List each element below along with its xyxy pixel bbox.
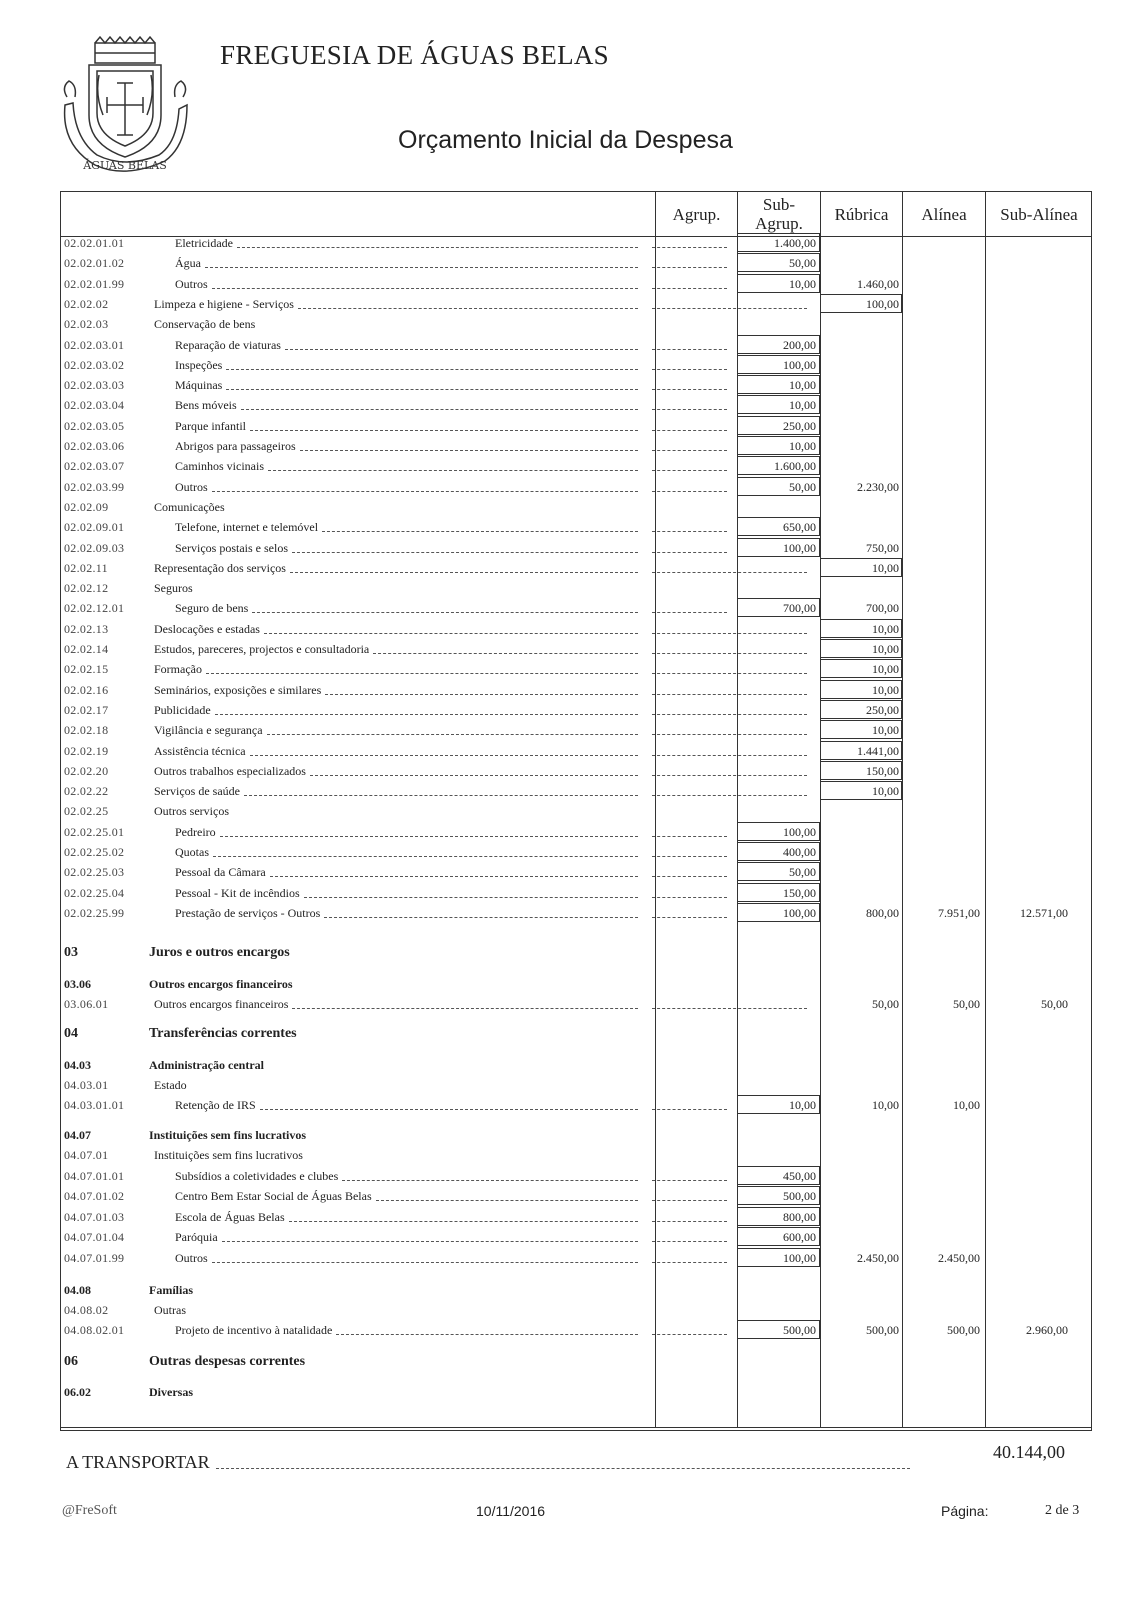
table-row — [60, 375, 1092, 395]
row-code: 04.07.01.02 — [64, 1189, 125, 1203]
table-row — [60, 1227, 1092, 1247]
value-rub: 10,00 — [872, 642, 899, 656]
row-code: 02.02.12 — [64, 581, 109, 596]
table-row — [60, 1166, 1092, 1186]
value-ali: 10,00 — [953, 1098, 980, 1112]
value-rub: 10,00 — [872, 784, 899, 799]
row-description: Pessoal - Kit de incêndios — [175, 885, 300, 900]
row-description: Máquinas — [175, 378, 223, 393]
row-description: Abrigos para passageiros — [175, 439, 296, 453]
row-description: Telefone, internet e telemóvel — [175, 520, 319, 535]
parish-crest-logo — [55, 35, 195, 180]
value-sub: 100,00 — [783, 540, 816, 555]
row-code: 02.02.03.02 — [64, 357, 125, 372]
value-sub: 50,00 — [789, 865, 816, 880]
row-code: 04.07.01.03 — [64, 1209, 125, 1224]
row-description: Paróquia — [175, 1230, 218, 1244]
row-code: 02.02.16 — [64, 682, 109, 697]
row-description: Serviços de saúde — [154, 784, 240, 799]
table-row — [60, 619, 1092, 639]
value-rub: 10,00 — [872, 682, 899, 697]
row-description: Água — [175, 256, 201, 271]
row-description: Deslocações e estadas — [154, 621, 260, 636]
row-code: 02.02.19 — [64, 743, 109, 758]
row-code: 02.02.03.06 — [64, 439, 125, 453]
value-sub: 10,00 — [789, 1098, 816, 1112]
table-row — [60, 883, 1092, 903]
value-rub: 500,00 — [866, 1323, 899, 1337]
value-rub: 10,00 — [872, 621, 899, 636]
row-description: Outros — [175, 479, 208, 494]
row-code: 02.02.25.01 — [64, 824, 125, 839]
row-code: 04.08.02 — [64, 1303, 109, 1317]
footer-page-value: 2 de 3 — [1045, 1503, 1080, 1518]
col-subalinea: Sub-Alínea — [1000, 204, 1078, 224]
row-code: 02.02.09.01 — [64, 520, 125, 535]
table-row — [60, 578, 1092, 598]
row-code: 02.02.12.01 — [64, 601, 125, 616]
value-sub: 800,00 — [783, 1209, 816, 1224]
row-code: 03.06.01 — [64, 997, 109, 1011]
row-description: Vigilância e segurança — [154, 723, 263, 738]
row-description: Escola de Águas Belas — [175, 1209, 285, 1224]
row-description: Inspeções — [175, 357, 223, 372]
table-row — [60, 517, 1092, 537]
body-bottom-line — [60, 1427, 1092, 1428]
row-description: Limpeza e higiene - Serviços — [154, 296, 294, 311]
value-sub: 450,00 — [783, 1168, 816, 1183]
row-code: 02.02.25 — [64, 804, 109, 819]
value-sal: 50,00 — [1041, 997, 1068, 1011]
row-description: Prestação de serviços - Outros — [175, 905, 321, 920]
table-row — [60, 253, 1092, 273]
value-sub: 100,00 — [783, 1250, 816, 1265]
table-row — [60, 355, 1092, 375]
transport-label: A TRANSPORTAR — [66, 1452, 210, 1472]
value-ali: 2.450,00 — [938, 1250, 980, 1265]
table-row — [60, 1207, 1092, 1227]
value-rub: 1.441,00 — [857, 743, 899, 758]
row-code: 02.02.15 — [64, 662, 109, 677]
value-sub: 600,00 — [783, 1230, 816, 1244]
value-rub: 150,00 — [866, 763, 899, 778]
row-code: 02.02.25.03 — [64, 865, 125, 880]
value-sub: 500,00 — [783, 1323, 816, 1337]
value-sub: 1.400,00 — [774, 236, 816, 250]
table-row — [60, 761, 1092, 781]
value-sub: 400,00 — [783, 845, 816, 859]
row-code: 04.08.02.01 — [64, 1323, 125, 1337]
table-row — [60, 639, 1092, 659]
table-row — [60, 1300, 1092, 1320]
row-description: Publicidade — [154, 702, 211, 717]
row-code: 04.07.01.01 — [64, 1168, 125, 1183]
table-row — [60, 274, 1092, 294]
table-row — [60, 741, 1092, 761]
footer-brand: @FreSoft — [62, 1503, 117, 1518]
row-code: 02.02.25.04 — [64, 885, 125, 900]
row-code: 02.02.13 — [64, 621, 109, 636]
row-code: 02.02.17 — [64, 702, 109, 717]
table-row — [60, 781, 1092, 801]
table-row — [60, 994, 1092, 1014]
row-description: Quotas — [175, 845, 209, 859]
table-row — [60, 598, 1092, 618]
row-description: Outros encargos financeiros — [154, 997, 289, 1011]
value-sub: 700,00 — [783, 601, 816, 616]
table-row — [60, 538, 1092, 558]
row-code: 02.02.03.07 — [64, 459, 125, 474]
value-sub: 10,00 — [789, 276, 816, 291]
value-sub: 250,00 — [783, 418, 816, 433]
value-rub: 100,00 — [866, 296, 899, 311]
row-code: 02.02.14 — [64, 642, 109, 656]
table-row — [60, 233, 1092, 253]
row-code: 02.02.09.03 — [64, 540, 125, 555]
row-description: Formação — [154, 662, 202, 677]
table-row — [60, 842, 1092, 862]
document-title: Orçamento Inicial da Despesa — [398, 126, 733, 154]
value-sub: 10,00 — [789, 378, 816, 393]
value-sub: 10,00 — [789, 398, 816, 413]
table-row — [60, 720, 1092, 740]
table-row — [60, 456, 1092, 476]
value-sub: 150,00 — [783, 885, 816, 900]
col-agrup: Agrup. — [672, 204, 721, 224]
row-code: 02.02.09 — [64, 499, 109, 514]
row-description: Seminários, exposições e similares — [154, 682, 322, 697]
row-code: 04.07.01.04 — [64, 1230, 125, 1244]
table-row — [60, 659, 1092, 679]
table-row — [60, 1320, 1092, 1340]
row-code: 04.07.01.99 — [64, 1250, 125, 1265]
row-description: Instituições sem fins lucrativos — [154, 1148, 303, 1162]
value-ali: 500,00 — [947, 1323, 980, 1337]
row-code: 02.02.22 — [64, 784, 109, 799]
row-code: 02.02.11 — [64, 560, 108, 575]
table-row — [60, 314, 1092, 334]
table-row — [60, 801, 1092, 821]
row-description: Pessoal da Câmara — [175, 865, 266, 880]
table-row — [60, 700, 1092, 720]
table-row — [60, 436, 1092, 456]
value-rub: 50,00 — [872, 997, 899, 1011]
value-rub: 750,00 — [866, 540, 899, 555]
value-sub: 50,00 — [789, 479, 816, 494]
row-description: Outros trabalhos especializados — [154, 763, 306, 778]
row-code: 02.02.03.03 — [64, 378, 125, 393]
row-description: Seguro de bens — [175, 601, 249, 616]
table-row — [60, 395, 1092, 415]
table-row — [60, 1248, 1092, 1268]
value-rub: 10,00 — [872, 560, 899, 575]
value-ali: 50,00 — [953, 997, 980, 1011]
value-sub: 100,00 — [783, 357, 816, 372]
organization-name: FREGUESIA DE ÁGUAS BELAS — [220, 40, 609, 70]
value-sub: 100,00 — [783, 905, 816, 920]
row-code: 02.02.03.01 — [64, 337, 125, 352]
row-description: Eletricidade — [175, 236, 233, 250]
value-sub: 50,00 — [789, 256, 816, 271]
table-row — [60, 903, 1092, 923]
row-description: Seguros — [154, 581, 193, 596]
col-subagrup: Sub- Agrup. — [755, 195, 803, 233]
row-description: Subsídios a coletividades e clubes — [175, 1168, 339, 1183]
table-row — [60, 1075, 1092, 1095]
transport-value: 40.144,00 — [993, 1442, 1065, 1462]
row-description: Representação dos serviços — [154, 560, 286, 575]
table-row — [60, 335, 1092, 355]
value-rub: 10,00 — [872, 723, 899, 738]
row-description: Retenção de IRS — [175, 1098, 256, 1112]
table-row — [60, 1145, 1092, 1165]
value-sal: 12.571,00 — [1020, 905, 1068, 920]
row-code: 02.02.01.99 — [64, 276, 125, 291]
value-rub: 2.450,00 — [857, 1250, 899, 1265]
table-row — [60, 680, 1092, 700]
row-description: Estudos, pareceres, projectos e consultadoria — [154, 642, 370, 656]
value-rub: 800,00 — [866, 905, 899, 920]
row-description: Comunicações — [154, 499, 225, 514]
row-description: Outros — [175, 1250, 208, 1265]
row-code: 04.03.01 — [64, 1078, 109, 1092]
value-sal: 2.960,00 — [1026, 1323, 1068, 1337]
row-code: 02.02.25.99 — [64, 905, 125, 920]
table-row — [60, 294, 1092, 314]
col-rubrica: Rúbrica — [834, 204, 889, 224]
row-description: Outros serviços — [154, 804, 229, 819]
value-rub: 250,00 — [866, 702, 899, 717]
row-description: Reparação de viaturas — [175, 337, 281, 352]
value-sub: 1.600,00 — [774, 459, 816, 474]
value-sub: 10,00 — [789, 439, 816, 453]
value-sub: 200,00 — [783, 337, 816, 352]
table-row — [60, 416, 1092, 436]
row-code: 04.07.01 — [64, 1148, 109, 1162]
row-code: 02.02.01.02 — [64, 256, 125, 271]
row-code: 04.03.01.01 — [64, 1098, 125, 1112]
row-code: 02.02.03.99 — [64, 479, 125, 494]
row-description: Serviços postais e selos — [175, 540, 288, 555]
col-alinea: Alínea — [921, 204, 967, 224]
value-rub: 10,00 — [872, 1098, 899, 1112]
row-description: Parque infantil — [175, 418, 246, 433]
row-description: Pedreiro — [175, 824, 216, 839]
value-rub: 1.460,00 — [857, 276, 899, 291]
row-code: 02.02.18 — [64, 723, 109, 738]
row-description: Estado — [154, 1078, 187, 1092]
row-description: Bens móveis — [175, 398, 237, 413]
row-code: 02.02.03.05 — [64, 418, 125, 433]
row-description: Projeto de incentivo à natalidade — [175, 1323, 333, 1337]
table-row — [60, 822, 1092, 842]
row-description: Outros — [175, 276, 208, 291]
svg-text:ÁGUAS BELAS: ÁGUAS BELAS — [83, 159, 167, 172]
row-code: 02.02.03 — [64, 317, 109, 332]
table-row — [60, 1186, 1092, 1206]
value-rub: 10,00 — [872, 662, 899, 677]
row-code: 02.02.20 — [64, 763, 109, 778]
row-description: Assistência técnica — [154, 743, 246, 758]
value-rub: 2.230,00 — [857, 479, 899, 494]
table-row — [60, 497, 1092, 517]
value-sub: 100,00 — [783, 824, 816, 839]
row-description: Conservação de bens — [154, 317, 256, 332]
row-description: Centro Bem Estar Social de Águas Belas — [175, 1189, 372, 1203]
row-code: 02.02.25.02 — [64, 845, 125, 859]
table-row — [60, 477, 1092, 497]
table-row — [60, 558, 1092, 578]
value-rub: 700,00 — [866, 601, 899, 616]
row-code: 02.02.02 — [64, 296, 109, 311]
row-code: 02.02.03.04 — [64, 398, 125, 413]
value-sub: 650,00 — [783, 520, 816, 535]
value-sub: 500,00 — [783, 1189, 816, 1203]
table-row — [60, 1095, 1092, 1115]
table-row — [60, 862, 1092, 882]
row-description: Outras — [154, 1303, 186, 1317]
value-ali: 7.951,00 — [938, 905, 980, 920]
footer-page-label: Página: — [941, 1503, 989, 1519]
footer-date: 10/11/2016 — [476, 1503, 546, 1519]
row-code: 02.02.01.01 — [64, 236, 125, 250]
row-description: Caminhos vicinais — [175, 459, 264, 474]
